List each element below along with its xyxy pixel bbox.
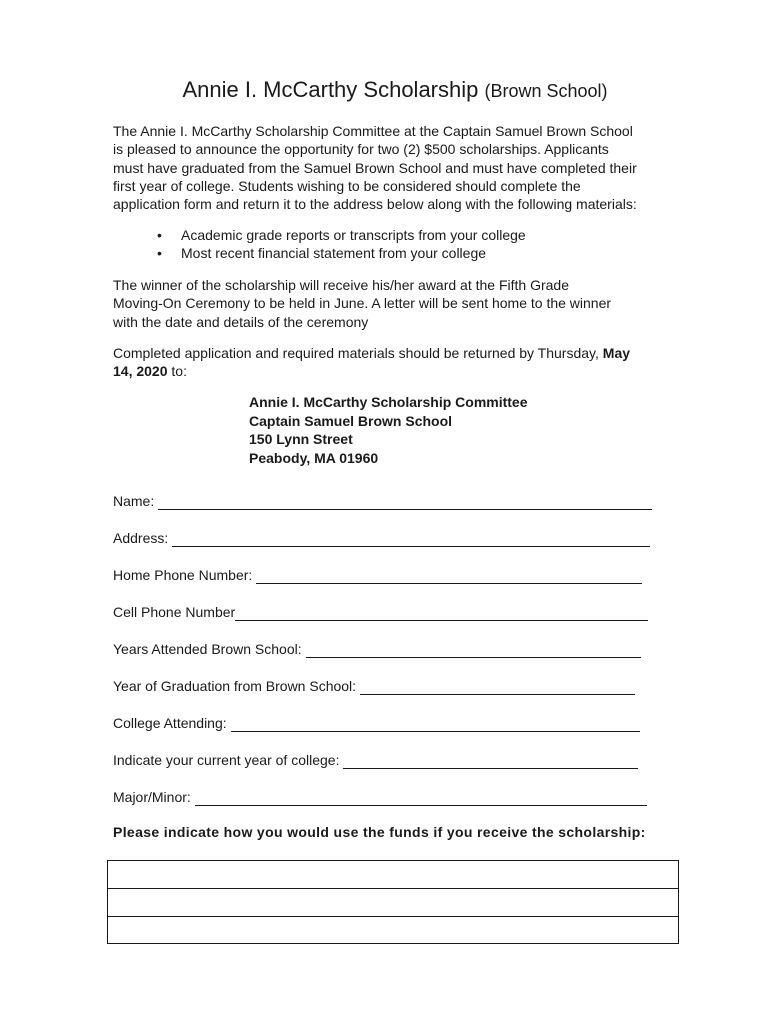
award-line: Moving-On Ceremony to be held in June. A letter will be sent home to the winner [113, 295, 612, 312]
funds-answer-row-2[interactable] [108, 889, 678, 917]
graduation-year-field-row [113, 677, 635, 695]
address-input-line[interactable] [172, 531, 650, 547]
award-line: The winner of the scholarship will receive his/her award at the Fifth Grade [113, 277, 569, 293]
deadline-date-day-year: 14, 2020 [113, 363, 168, 380]
graduation-year-label: Year of Graduation from Brown School: [113, 678, 357, 694]
home-phone-field-row [113, 566, 642, 584]
name-label: Name: [113, 493, 155, 509]
major-minor-label: Major/Minor: [113, 789, 191, 805]
college-label: College Attending: [113, 715, 227, 731]
intro-line: first year of college. Students wishing to be considered should complete the [113, 177, 581, 194]
name-field-row [113, 492, 652, 510]
title-main: Annie I. McCarthy Scholarship [182, 77, 479, 102]
years-attended-field-row [113, 640, 641, 658]
current-year-input-line[interactable] [343, 753, 638, 769]
cell-phone-field-row [113, 603, 648, 621]
major-minor-field-row [113, 788, 647, 806]
funds-answer-row-3[interactable] [108, 917, 678, 945]
funds-answer-box [107, 860, 679, 944]
document-title [0, 76, 770, 105]
intro-line: is pleased to announce the opportunity for two (2) $500 scholarships. Applicants [113, 141, 609, 158]
award-line: with the date and details of the ceremony [113, 313, 369, 330]
address-line: Peabody, MA 01960 [249, 449, 379, 466]
funds-question: Please indicate how you would use the funds if you receive the scholarship: [113, 824, 646, 840]
title-subtitle: (Brown School) [484, 81, 608, 101]
years-attended-input-line[interactable] [306, 642, 641, 658]
current-year-field-row [113, 751, 638, 769]
college-input-line[interactable] [231, 716, 640, 732]
intro-paragraph [113, 122, 688, 213]
current-year-label: Indicate your current year of college: [113, 752, 340, 768]
college-field-row [113, 714, 640, 732]
award-paragraph [113, 276, 688, 331]
list-item: • Most recent financial statement from your college [157, 244, 526, 262]
deadline-text-after: to: [167, 363, 187, 380]
years-attended-label: Years Attended Brown School: [113, 641, 302, 657]
funds-answer-row-1[interactable] [108, 861, 678, 889]
deadline-date-month: May [602, 345, 631, 361]
address-line: Captain Samuel Brown School [249, 412, 453, 429]
cell-phone-input-line[interactable] [235, 605, 648, 621]
home-phone-label: Home Phone Number: [113, 567, 253, 583]
required-materials-list [157, 226, 526, 263]
intro-line: application form and return it to the address below along with the following materials: [113, 196, 637, 213]
address-line: Annie I. McCarthy Scholarship Committee [249, 394, 528, 410]
mailing-address [249, 393, 528, 467]
graduation-year-input-line[interactable] [360, 679, 635, 695]
intro-line: The Annie I. McCarthy Scholarship Committee at the Captain Samuel Brown School [113, 123, 633, 139]
deadline-text: Completed application and required materials should be returned by Thursday, [113, 345, 603, 361]
major-minor-input-line[interactable] [195, 790, 647, 806]
cell-phone-label: Cell Phone Number [113, 604, 236, 620]
address-label: Address: [113, 530, 169, 546]
intro-line: must have graduated from the Samuel Brown School and must have completed their [113, 159, 637, 176]
deadline-paragraph [113, 344, 688, 381]
home-phone-input-line[interactable] [256, 568, 642, 584]
list-item: • Academic grade reports or transcripts from your college [157, 226, 526, 244]
address-field-row [113, 529, 650, 547]
address-line: 150 Lynn Street [249, 431, 353, 447]
name-input-line[interactable] [158, 494, 652, 510]
